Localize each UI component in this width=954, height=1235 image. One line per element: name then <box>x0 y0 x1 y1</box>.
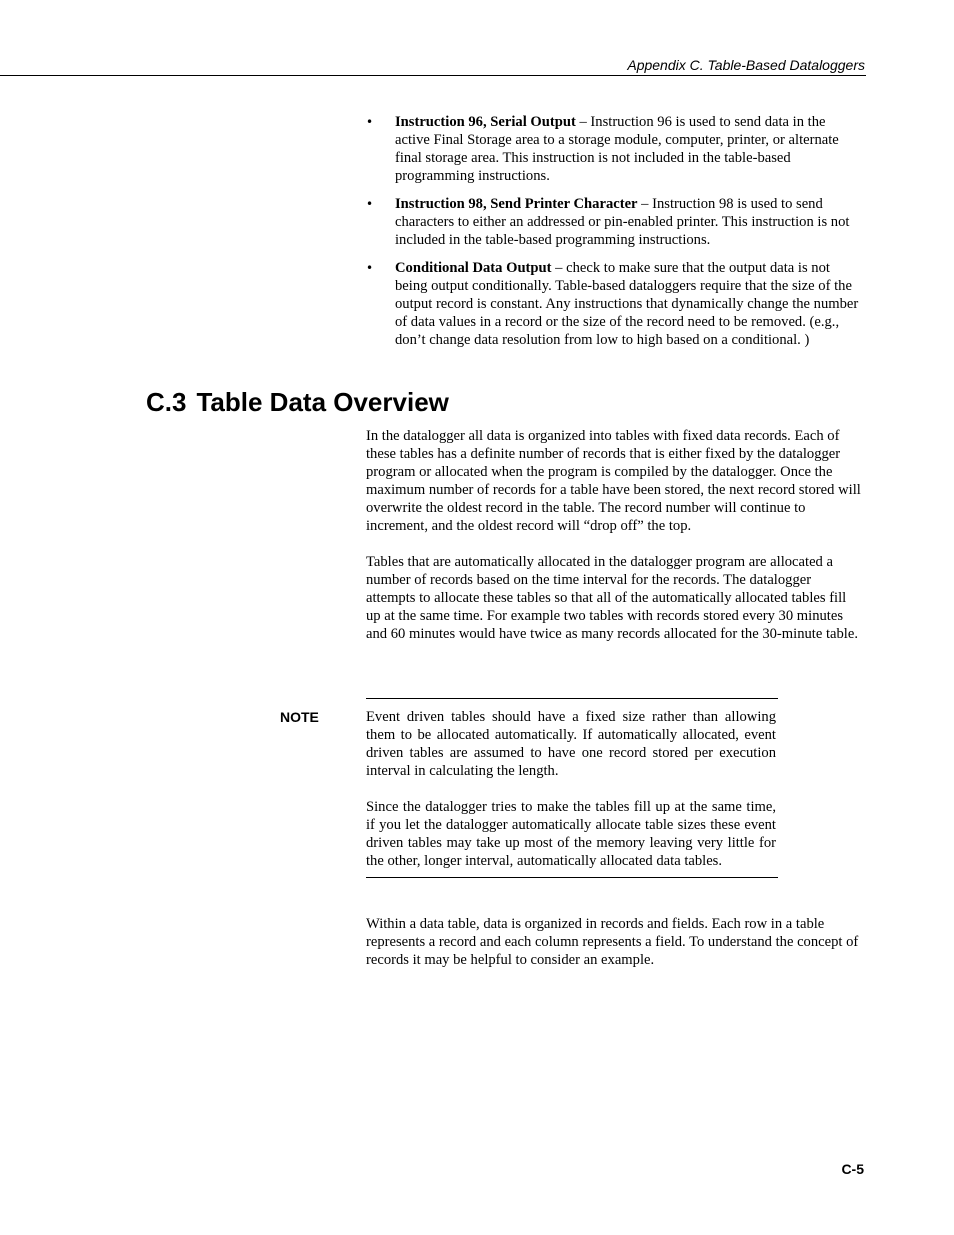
overview-text <box>366 427 862 661</box>
note-box <box>366 698 778 878</box>
note-label: NOTE <box>280 709 319 725</box>
bullet-item-conditional-output <box>366 259 862 349</box>
bullet-icon: • <box>366 197 374 211</box>
bullet-term: Instruction 96, Serial Output <box>395 114 576 130</box>
bullet-item-instruction-96 <box>366 113 862 185</box>
running-header: Appendix C. Table-Based Dataloggers <box>627 57 865 73</box>
bullet-icon: • <box>366 115 374 129</box>
bullet-list <box>366 113 862 349</box>
bullet-icon: • <box>366 261 374 275</box>
note-paragraph: Since the datalogger tries to make the tables fill up at the same time, if you let the datalogger automatically allocate table sizes these event driven tables may take up most of the memory leaving very little for the other, longer interval, automatically allocated data tables. <box>366 799 776 869</box>
page-number: C-5 <box>841 1161 864 1177</box>
header-rule <box>0 75 866 76</box>
bullet-description: – Instruction 96 is used to send data in the active Final Storage area to a storage module, computer, printer, or alternate final storage area. This instruction is not included in the table-based programming instructions. <box>395 114 839 184</box>
section-heading <box>146 384 449 420</box>
bullet-term: Conditional Data Output <box>395 260 552 276</box>
bullet-description: – Instruction 98 is used to send characters to either an addressed or pin-enabled printer. This instruction is not included in the table-based programming instructions. <box>395 196 850 248</box>
closing-text <box>366 915 862 987</box>
note-paragraph: Event driven tables should have a fixed size rather than allowing them to be allocated automatically. If automatically allocated, event driven tables are assumed to have one record stored per execution interval in calculating the length. <box>366 709 776 779</box>
section-title: Table Data Overview <box>196 387 449 417</box>
paragraph: In the datalogger all data is organized into tables with fixed data records. Each of these tables has a definite number of records that is either fixed by the datalogger program or allocated when the program is compiled by the datalogger. Once the maximum number of records for a table have been stored, the next record stored will overwrite the oldest record in the table. The record number will continue to increment, and the oldest record will “drop off” the top. <box>366 428 861 534</box>
bullet-section <box>366 113 862 359</box>
section-number: C.3 <box>146 387 187 417</box>
bullet-term: Instruction 98, Send Printer Character <box>395 196 638 212</box>
bullet-item-instruction-98 <box>366 195 862 249</box>
paragraph: Tables that are automatically allocated in the datalogger program are allocated a number of records based on the time interval for the records. The datalogger attempts to allocate these tables so that all of the automatically allocated tables fill up at the same time. For example two tables with records stored every 30 minutes and 60 minutes would have twice as many records allocated for the 30-minute table. <box>366 554 858 642</box>
paragraph: Within a data table, data is organized in records and fields. Each row in a table represents a record and each column represents a field. To understand the concept of records it may be helpful to consider an example. <box>366 916 859 968</box>
bullet-description: – check to make sure that the output data is not being output conditionally. Table-based dataloggers require that the size of the output record is constant. Any instructions that dynamically change the number of data values in a record or the size of the record need to be removed. (e.g., don’t change data resolution from low to high based on a conditional. ) <box>395 260 859 348</box>
